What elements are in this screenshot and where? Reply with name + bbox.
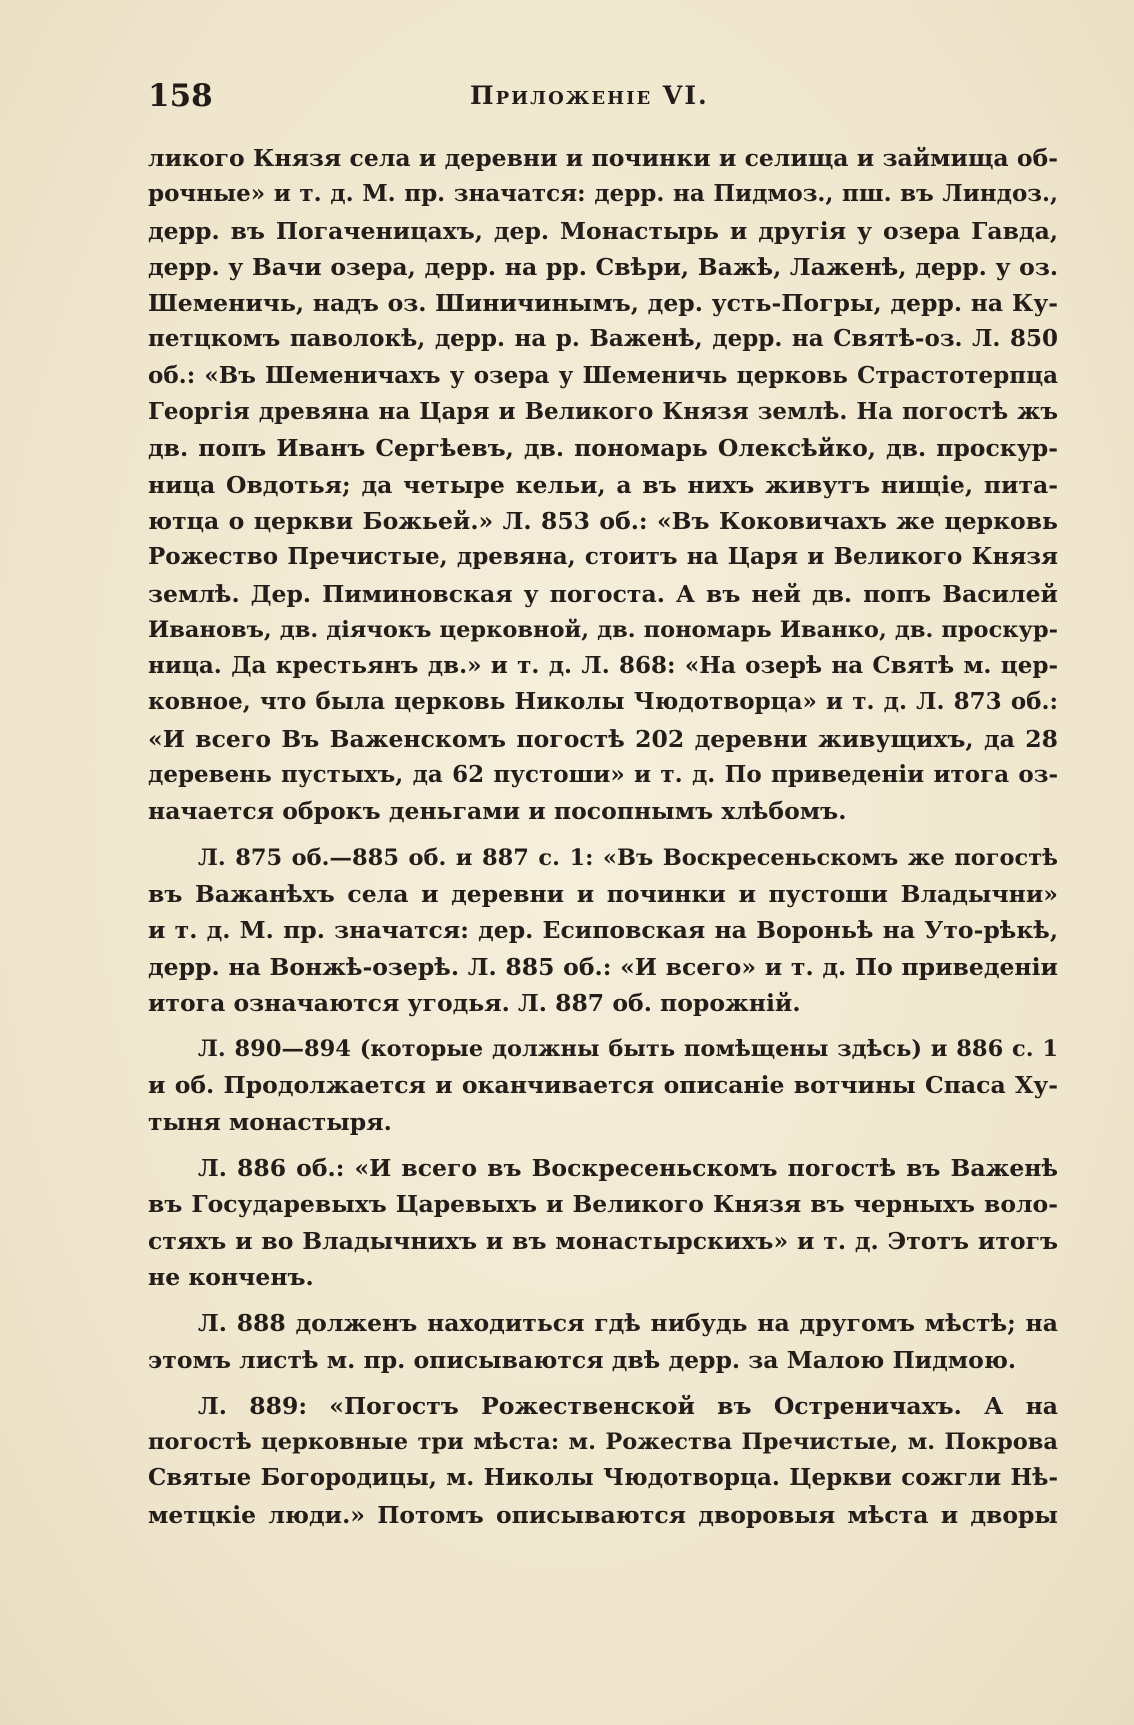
text-line: этомъ листѣ м. пр. описываются двѣ дерр. за Малою Пидмою. (148, 1345, 1017, 1374)
text-line: и об. Продолжается и оканчивается описаніе вотчины Спаса Ху- (148, 1071, 1058, 1100)
text-line: тыня монастыря. (148, 1107, 392, 1136)
body-text (148, 140, 1058, 1543)
text-line: об.: «Въ Шеменичахъ у озера у Шеменичь церковь Страстотерпца (148, 361, 1058, 389)
text-line: ница. Да крестьянъ дв.» и т. д. Л. 868: «На озерѣ на Святѣ м. цер- (148, 652, 1058, 680)
text-line: рочные» и т. д. М. пр. значатся: дерр. на Пидмоз., пш. въ Линдоз., (148, 180, 1058, 208)
text-line: дв. попъ Иванъ Сергѣевъ, дв. пономарь Олексѣйко, дв. проскур- (148, 434, 1058, 463)
text-line: Святые Богородицы, м. Николы Чюдотворца. Церкви сожгли Нѣ- (148, 1464, 1058, 1492)
paragraph (148, 840, 1058, 1021)
text-line: Георгія древяна на Царя и Великого Князя землѣ. На погостѣ жъ (148, 398, 1058, 426)
text-line: въ Государевыхъ Царевыхъ и Великого Князя въ черныхъ воло- (148, 1190, 1058, 1219)
text-line: ница Овдотья; да четыре кельи, а въ нихъ живутъ нищіе, пита- (148, 470, 1058, 499)
paragraph (148, 1388, 1058, 1533)
text-line: метцкіе люди.» Потомъ описываются дворовыя мѣста и дворы (148, 1500, 1058, 1529)
text-line: не конченъ. (148, 1262, 314, 1291)
page-header (148, 78, 1058, 118)
text-line: ликого Князя села и деревни и починки и селища и займища об- (148, 144, 1058, 172)
text-line: дерр. на Вонжѣ-озерѣ. Л. 885 об.: «И всего» и т. д. По приведеніи (148, 952, 1058, 981)
text-line: Л. 875 об.—885 об. и 887 с. 1: «Въ Воскресеньскомъ же погостѣ (198, 844, 1058, 871)
text-line: ковное, что была церковь Николы Чюдотворца» и т. д. Л. 873 об.: (148, 688, 1058, 716)
text-line: и т. д. М. пр. значатся: дер. Есиповская на Вороньѣ на Уто-рѣкѣ, (148, 916, 1058, 945)
text-line: ютца о церкви Божьей.» Л. 853 об.: «Въ Коковичахъ же церковь (148, 506, 1058, 535)
text-line: землѣ. Дер. Пиминовская у погоста. А въ ней дв. попъ Василей (148, 579, 1058, 608)
text-line: Л. 888 долженъ находиться гдѣ нибудь на другомъ мѣстѣ; на (198, 1309, 1058, 1338)
text-line: деревень пустыхъ, да 62 пустоши» и т. д. По приведеніи итога оз- (148, 761, 1058, 789)
text-line: въ Важанѣхъ села и деревни и починки и пустоши Владычни» (148, 879, 1058, 908)
text-line: Л. 886 об.: «И всего въ Воскресеньскомъ погостѣ въ Важенѣ (198, 1154, 1058, 1183)
text-line: итога означаются угодья. Л. 887 об. порожній. (148, 988, 801, 1017)
text-line: Л. 890—894 (которые должны быть помѣщены здѣсь) и 886 с. 1 (198, 1036, 1058, 1063)
text-line: Л. 889: «Погостъ Рожественской въ Остреничахъ. А на (198, 1391, 1058, 1420)
text-line: дерр. въ Погаченицахъ, дер. Монастырь и другія у озера Гавда, (148, 216, 1058, 245)
text-line: петцкомъ паволокѣ, дерр. на р. Важенѣ, дерр. на Святѣ-оз. Л. 850 (148, 325, 1058, 353)
paragraph (148, 1031, 1058, 1140)
text-line: Рожество Пречистые, древяна, стоитъ на Царя и Великого Князя (148, 543, 1058, 571)
paragraph (148, 140, 1058, 830)
text-line: «И всего Въ Важенскомъ погостѣ 202 деревни живущихъ, да 28 (148, 724, 1058, 753)
running-title: Приложеніе VI. (470, 81, 709, 110)
page-number: 158 (148, 78, 213, 114)
text-line: Ивановъ, дв. діячокъ церковной, дв. пономарь Иванко, дв. проскур- (148, 616, 1058, 643)
text-line: начается оброкъ деньгами и посопнымъ хлѣбомъ. (148, 797, 847, 826)
text-line: Шеменичь, надъ оз. Шиничинымъ, дер. усть-Погры, дерр. на Ку- (148, 289, 1058, 318)
paragraph (148, 1305, 1058, 1378)
text-line: стяхъ и во Владычнихъ и въ монастырскихъ» и т. д. Этотъ итогъ (148, 1226, 1058, 1255)
paragraph (148, 1150, 1058, 1295)
text-line: погостѣ церковные три мѣста: м. Рожества Пречистые, м. Покрова (148, 1429, 1058, 1456)
text-line: дерр. у Вачи озера, дерр. на рр. Свѣри, Важѣ, Лаженѣ, дерр. у оз. (148, 252, 1058, 281)
